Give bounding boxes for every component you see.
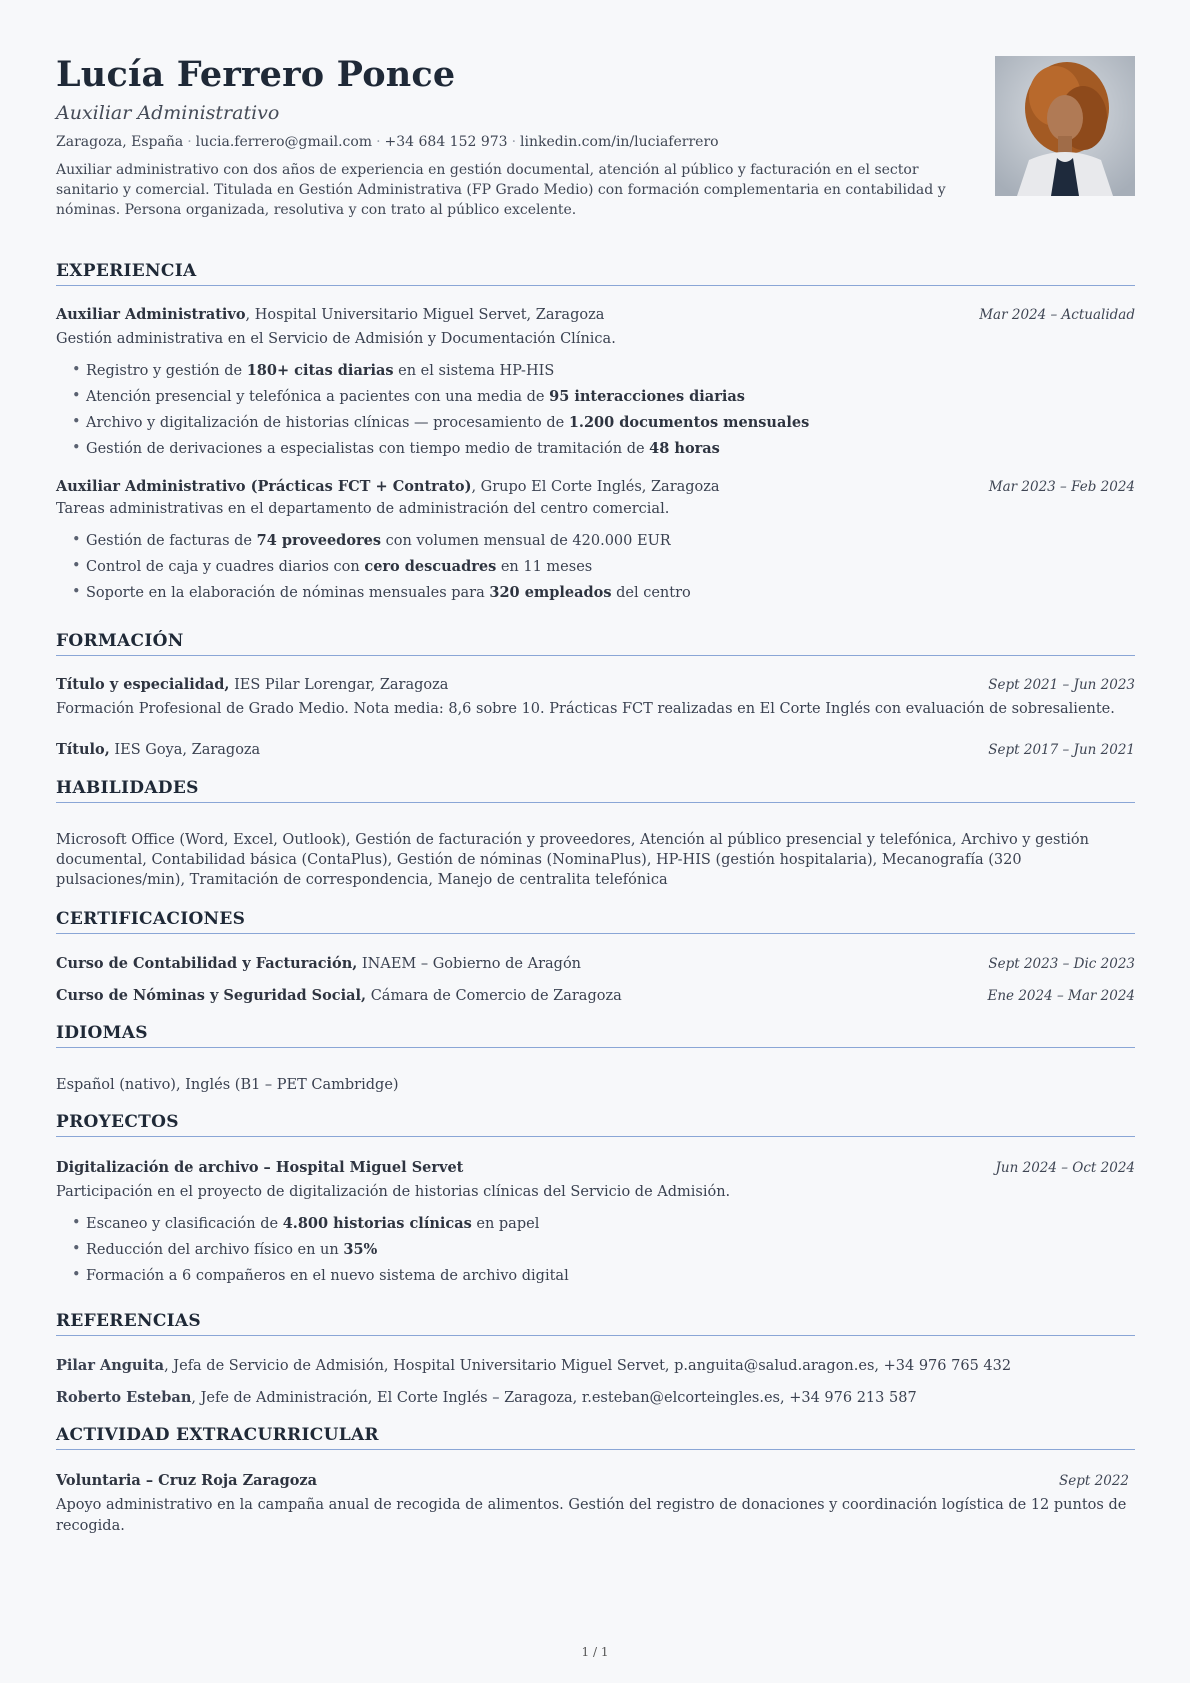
project-description: Participación en el proyecto de digitalización de historias clínicas del Servicio de Admisión. xyxy=(56,1184,731,1200)
section-title-references: REFERENCIAS xyxy=(56,1311,1135,1336)
certification-date: Ene 2024 – Mar 2024 xyxy=(987,988,1135,1004)
reference-name: Roberto Esteban xyxy=(56,1389,192,1406)
resume-header xyxy=(56,56,1135,231)
reference-entry xyxy=(56,1356,1135,1376)
job-org: , Grupo El Corte Inglés, Zaragoza xyxy=(471,479,720,495)
project-date: Jun 2024 – Oct 2024 xyxy=(995,1160,1135,1176)
projects-section xyxy=(56,1112,1135,1137)
certification-entry xyxy=(56,986,1135,1006)
bullet-item: • Formación a 6 compañeros en el nuevo sistema de archivo digital xyxy=(86,1263,1135,1289)
experience-entry xyxy=(56,305,1135,462)
section-title-skills: HABILIDADES xyxy=(56,778,1135,803)
education-entry xyxy=(56,675,1135,720)
bullet-item: • Atención presencial y telefónica a pacientes con una media de 95 interacciones diarias xyxy=(86,384,1135,410)
reference-info: , Jefe de Administración, El Corte Inglés – Zaragoza, r.esteban@elcorteingles.es, +34 976 213 587 xyxy=(191,1390,917,1406)
education-section xyxy=(56,631,1135,656)
section-title-projects: PROYECTOS xyxy=(56,1112,1135,1137)
bullet-item: • Registro y gestión de 180+ citas diarias en el sistema HP-HIS xyxy=(86,358,1135,384)
education-entry xyxy=(56,740,1135,760)
skills-section xyxy=(56,778,1135,803)
certification-issuer: INAEM – Gobierno de Aragón xyxy=(357,956,582,972)
extracurricular-entry xyxy=(56,1471,1135,1537)
contact-email[interactable]: lucia.ferrero@gmail.com xyxy=(195,133,373,150)
bullet-item: • Control de caja y cuadres diarios con cero descuadres en 11 meses xyxy=(86,554,1135,580)
project-title: Digitalización de archivo – Hospital Miguel Servet xyxy=(56,1159,464,1176)
extracurricular-section xyxy=(56,1425,1135,1450)
certification-title: Curso de Contabilidad y Facturación, xyxy=(56,955,358,972)
education-date: Sept 2017 – Jun 2021 xyxy=(988,742,1135,758)
job-bullets xyxy=(56,528,1135,606)
contact-line xyxy=(56,134,1135,150)
bullet-item: • Escaneo y clasificación de 4.800 historias clínicas en papel xyxy=(86,1211,1135,1237)
section-title-languages: IDIOMAS xyxy=(56,1023,1135,1048)
contact-separator: · xyxy=(376,133,381,150)
bullet-item: • Reducción del archivo físico en un 35% xyxy=(86,1237,1135,1263)
skills-list: Microsoft Office (Word, Excel, Outlook), Gestión de facturación y proveedores, Atención al público presencial y telefónica, Archivo y gestión documental, Contabilidad básica (ContaPlus), Gestión de nóminas (NominaPlus), HP-HIS (gestión hospitalaria), Mecanografía (320 pulsaciones/min), Tramitación de correspondencia, Manejo de centralita telefónica xyxy=(56,832,1089,888)
school-name: IES Goya, Zaragoza xyxy=(109,742,261,758)
job-date: Mar 2023 – Feb 2024 xyxy=(988,479,1135,495)
project-bullets xyxy=(56,1211,1135,1289)
bullet-item: • Gestión de facturas de 74 proveedores con volumen mensual de 420.000 EUR xyxy=(86,528,1135,554)
reference-entry xyxy=(56,1388,1135,1408)
certification-entry xyxy=(56,954,1135,974)
contact-linkedin[interactable]: linkedin.com/in/luciaferrero xyxy=(520,133,719,150)
section-title-certifications: CERTIFICACIONES xyxy=(56,909,1135,934)
education-description: Formación Profesional de Grado Medio. Nota media: 8,6 sobre 10. Prácticas FCT realizadas en El Corte Inglés con evaluación de sobresaliente. xyxy=(56,701,1115,717)
education-date: Sept 2021 – Jun 2023 xyxy=(988,677,1135,693)
bullet-item: • Soporte en la elaboración de nóminas mensuales para 320 empleados del centro xyxy=(86,580,1135,606)
reference-name: Pilar Anguita xyxy=(56,1357,165,1374)
job-description: Gestión administrativa en el Servicio de Admisión y Documentación Clínica. xyxy=(56,331,616,347)
contact-location: Zaragoza, España xyxy=(56,133,184,150)
activity-date: Sept 2022 xyxy=(1059,1473,1129,1489)
page-number: 1 / 1 xyxy=(581,1645,609,1659)
section-title-experience: EXPERIENCIA xyxy=(56,261,1135,286)
job-description: Tareas administrativas en el departamento de administración del centro comercial. xyxy=(56,501,670,517)
job-title: Auxiliar Administrativo xyxy=(56,306,246,323)
school-name: IES Pilar Lorengar, Zaragoza xyxy=(229,677,449,693)
candidate-role: Auxiliar Administrativo xyxy=(56,101,280,124)
profile-summary: Auxiliar administrativo con dos años de experiencia en gestión documental, atención al público y facturación en el sector sanitario y comercial. Titulada en Gestión Administrativa (FP Grado Medio) con formación complementaria en contabilidad y nóminas. Persona organizada, resolutiva y con trato al público excelente. xyxy=(56,161,946,218)
bullet-item: • Archivo y digitalización de historias clínicas — procesamiento de 1.200 documentos mensuales xyxy=(86,410,1135,436)
degree-title: Título, xyxy=(56,741,110,758)
experience-entry xyxy=(56,477,1135,606)
contact-separator: · xyxy=(187,133,192,150)
contact-separator: · xyxy=(511,133,517,150)
contact-phone[interactable]: +34 684 152 973 xyxy=(384,133,508,150)
reference-info: , Jefa de Servicio de Admisión, Hospital Universitario Miguel Servet, p.anguita@salud.aragon.es, +34 976 765 432 xyxy=(164,1358,1012,1374)
section-title-extracurricular: ACTIVIDAD EXTRACURRICULAR xyxy=(56,1425,1135,1450)
section-title-education: FORMACIÓN xyxy=(56,631,1135,656)
job-bullets xyxy=(56,358,1135,462)
job-org: , Hospital Universitario Miguel Servet, Zaragoza xyxy=(245,307,605,323)
experience-section xyxy=(56,261,1135,286)
candidate-name: Lucía Ferrero Ponce xyxy=(56,54,456,95)
profile-photo xyxy=(995,56,1135,196)
resume-page xyxy=(56,52,1135,231)
certifications-section xyxy=(56,909,1135,934)
activity-title: Voluntaria – Cruz Roja Zaragoza xyxy=(56,1472,318,1489)
activity-description: Apoyo administrativo en la campaña anual de recogida de alimentos. Gestión del registro de donaciones y coordinación logística de 12 puntos de recogida. xyxy=(56,1497,1127,1534)
certification-title: Curso de Nóminas y Seguridad Social, xyxy=(56,987,367,1004)
references-section xyxy=(56,1311,1135,1336)
job-title: Auxiliar Administrativo (Prácticas FCT + Contrato) xyxy=(56,478,472,495)
certification-date: Sept 2023 – Dic 2023 xyxy=(988,956,1135,972)
languages-list: Español (nativo), Inglés (B1 – PET Cambridge) xyxy=(56,1077,399,1093)
certification-issuer: Cámara de Comercio de Zaragoza xyxy=(366,988,622,1004)
project-entry xyxy=(56,1158,1135,1289)
languages-section xyxy=(56,1023,1135,1048)
bullet-item: • Gestión de derivaciones a especialistas con tiempo medio de tramitación de 48 horas xyxy=(86,436,1135,462)
degree-title: Título y especialidad, xyxy=(56,676,230,693)
job-date: Mar 2024 – Actualidad xyxy=(979,307,1135,323)
